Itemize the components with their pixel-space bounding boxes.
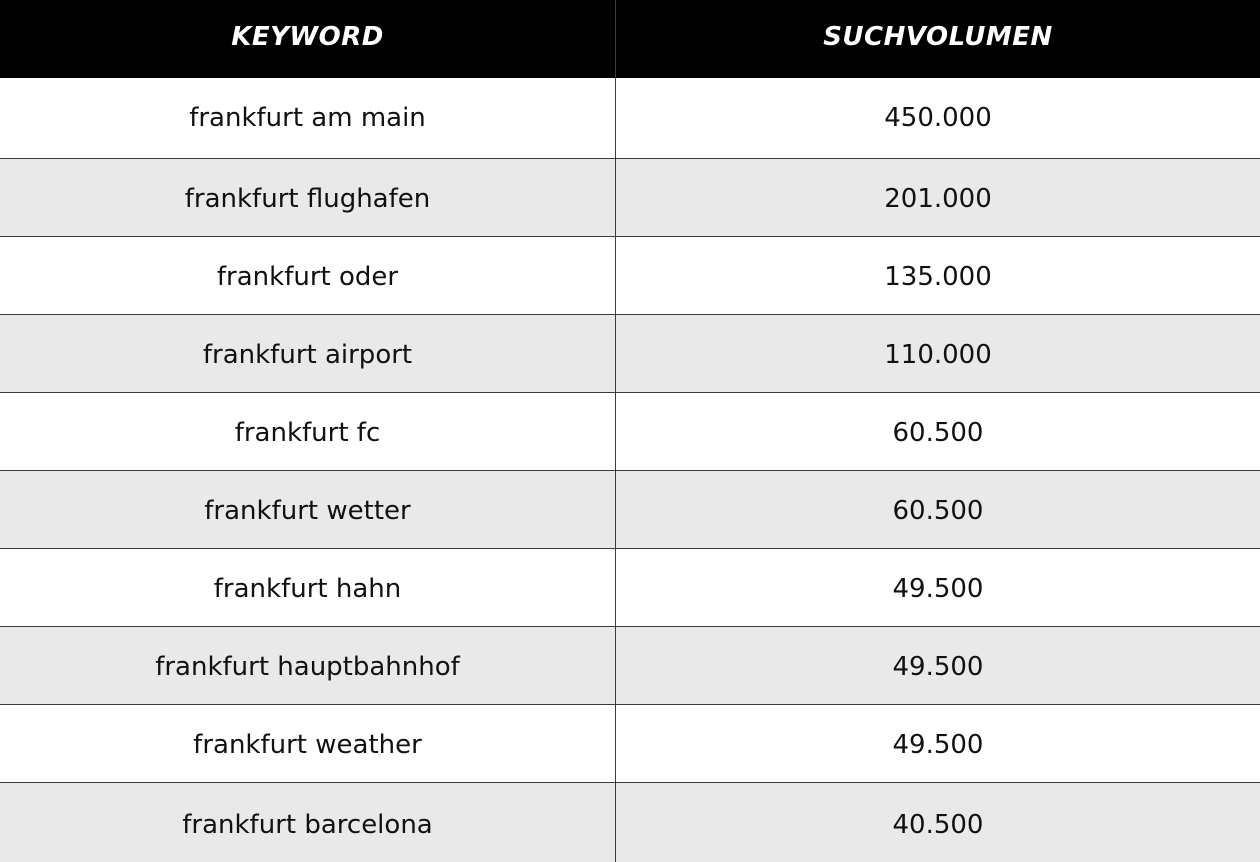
table-header — [0, 0, 1260, 78]
table-row — [0, 783, 1260, 862]
search-volume-cell: 49.500 — [892, 652, 984, 682]
table-row — [0, 315, 1260, 393]
table-row — [0, 549, 1260, 627]
row-divider — [0, 314, 1260, 315]
keyword-cell: frankfurt weather — [193, 730, 422, 760]
row-divider — [0, 158, 1260, 159]
search-volume-cell: 201.000 — [884, 184, 992, 214]
keyword-cell: frankfurt wetter — [204, 496, 411, 526]
search-volume-cell: 110.000 — [884, 340, 992, 370]
search-volume-cell: 40.500 — [892, 810, 984, 840]
row-divider — [0, 548, 1260, 549]
search-volume-cell: 60.500 — [892, 418, 984, 448]
table-row — [0, 237, 1260, 315]
table-row — [0, 78, 1260, 156]
table-row — [0, 627, 1260, 705]
keyword-cell: frankfurt hauptbahnhof — [155, 652, 460, 682]
keyword-cell: frankfurt am main — [189, 103, 426, 133]
search-volume-cell: 49.500 — [892, 730, 984, 760]
row-divider — [0, 470, 1260, 471]
keyword-cell: frankfurt fc — [234, 418, 381, 448]
keyword-cell: frankfurt hahn — [213, 574, 402, 604]
keyword-cell: frankfurt flughafen — [184, 184, 431, 214]
table-row — [0, 471, 1260, 549]
row-divider — [0, 626, 1260, 627]
column-header-search-volume: SUCHVOLUMEN — [823, 22, 1053, 52]
table-row — [0, 159, 1260, 237]
search-volume-cell: 450.000 — [884, 103, 992, 133]
search-volume-cell: 60.500 — [892, 496, 984, 526]
row-divider — [0, 236, 1260, 237]
table-row — [0, 393, 1260, 471]
keyword-cell: frankfurt airport — [202, 340, 413, 370]
column-header-keyword: KEYWORD — [231, 22, 384, 52]
search-volume-cell: 49.500 — [892, 574, 984, 604]
row-divider — [0, 392, 1260, 393]
keyword-cell: frankfurt barcelona — [182, 810, 433, 840]
row-divider — [0, 704, 1260, 705]
column-divider — [615, 0, 616, 862]
table-row — [0, 705, 1260, 783]
row-divider — [0, 782, 1260, 783]
keyword-cell: frankfurt oder — [216, 262, 399, 292]
search-volume-cell: 135.000 — [884, 262, 992, 292]
